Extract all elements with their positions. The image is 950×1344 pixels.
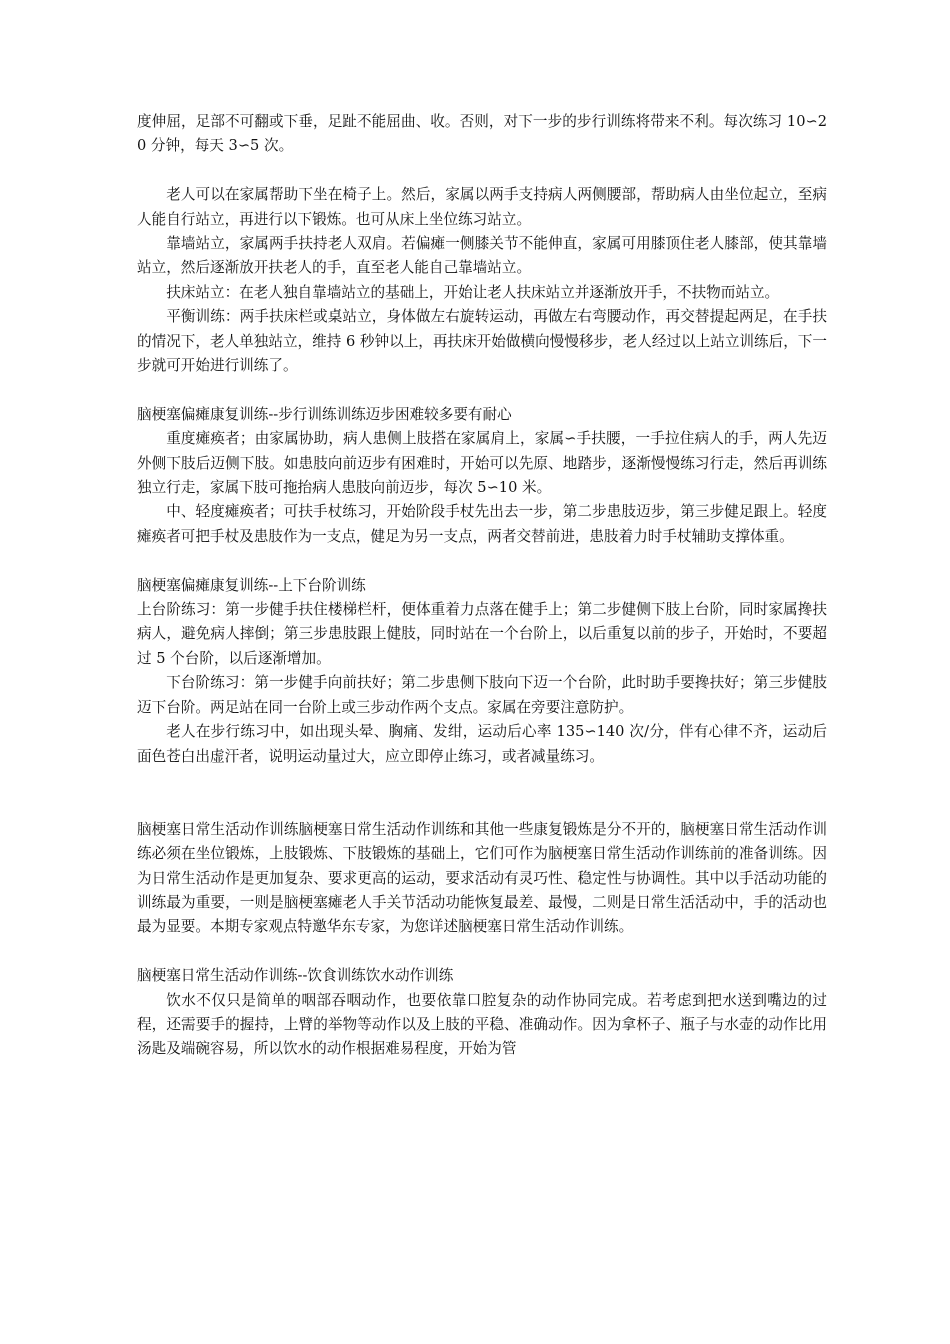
paragraph-10: 老人在步行练习中，如出现头晕、胸痛、发绀，运动后心率 135∽140 次/分，伴有心律不齐，运动后面色苍白出虚汗者，说明运动量过大，应立即停止练习，或者减量练习。 [137, 723, 827, 765]
section-heading-drinking: 脑梗塞日常生活动作训练--饮食训练饮水动作训练 [137, 967, 454, 985]
paragraph-2: 老人可以在家属帮助下坐在椅子上。然后，家属以两手支持病人两侧腰部，帮助病人由坐位起立，至病人能自行站立，再进行以下锻炼。也可从床上坐位练习站立。 [137, 186, 827, 228]
spacer [137, 378, 827, 402]
spacer [137, 769, 827, 818]
spacer [137, 549, 827, 573]
section-heading-stairs: 脑梗塞偏瘫康复训练--上下台阶训练 [137, 576, 366, 594]
paragraph-4: 扶床站立：在老人独自靠墙站立的基础上，开始让老人扶床站立并逐渐放开手，不扶物而站立。 [166, 283, 780, 301]
spacer [137, 940, 827, 964]
paragraph-8: 上台阶练习：第一步健手扶住楼梯栏杆，便体重着力点落在健手上；第二步健侧下肢上台阶，同时家属搀扶病人，避免病人摔倒；第三步患肢跟上健肢，同时站在一个台阶上，以后重复以前的步子，开始时，不要超过 5 个台阶，以后逐渐增加。 [137, 601, 827, 667]
paragraph-5: 平衡训练：两手扶床栏或桌站立，身体做左右旋转运动，再做左右弯腰动作，再交替提起两足，在手扶的情况下，老人单独站立，维持 6 秒钟以上，再扶床开始做横向慢慢移步，老人经过以上站立训练后，下一步就可开始进行训练了。 [137, 308, 827, 375]
paragraph-12: 饮水不仅只是简单的咽部吞咽动作，也要依靠口腔复杂的动作协同完成。若考虑到把水送到嘴边的过程，还需要手的握持，上臂的举物等动作以及上肢的平稳、准确动作。因为拿杯子、瓶子与水壶的动作比用汤匙及端碗容易，所以饮水的动作根据难易程度，开始为管 [137, 991, 827, 1058]
paragraph-11: 脑梗塞日常生活动作训练脑梗塞日常生活动作训练和其他一些康复锻炼是分不开的，脑梗塞日常生活动作训练必须在坐位锻炼，上肢锻炼、下肢锻炼的基础上，它们可作为脑梗塞日常生活动作训练前的准备训练。因为日常生活动作是更加复杂、要求更高的运动，要求活动有灵巧性、稳定性与协调性。其中以手活动功能的训练最为重要，一则是脑梗塞瘫老人手关节活动功能恢复最差、最慢，二则是日常生活活动中，手的活动也最为显要。本期专家观点特邀华东专家，为您详述脑梗塞日常生活动作训练。 [137, 820, 827, 936]
document-page [137, 110, 827, 1062]
paragraph-1: 度伸屈，足部不可翻或下垂，足趾不能屈曲、收。否则，对下一步的步行训练将带来不利。每次练习 10∽20 分钟，每天 3∽5 次。 [137, 113, 827, 155]
section-heading-walking: 脑梗塞偏瘫康复训练--步行训练训练迈步困难较多要有耐心 [137, 405, 512, 423]
spacer [137, 159, 827, 183]
paragraph-6: 重度瘫痪者；由家属协助，病人患侧上肢搭在家属肩上，家属∽手扶腰，一手拉住病人的手，两人先迈外侧下肢后迈侧下肢。如患肢向前迈步有困难时，开始可以先原、地踏步，逐渐慢慢练习行走，然后再训练独立行走，家属下肢可拖抬病人患肢向前迈步，每次 5∽10 米。 [137, 430, 827, 497]
paragraph-9: 下台阶练习：第一步健手向前扶好；第二步患侧下肢向下迈一个台阶，此时助手要搀扶好；第三步健肢迈下台阶。两足站在同一台阶上或三步动作两个支点。家属在旁要注意防护。 [137, 674, 827, 716]
paragraph-7: 中、轻度瘫痪者；可扶手杖练习，开始阶段手杖先出去一步，第二步患肢迈步，第三步健足跟上。轻度瘫痪者可把手杖及患肢作为一支点，健足为另一支点，两者交替前进，患肢着力时手杖辅助支撑体重。 [137, 503, 827, 545]
paragraph-3: 靠墙站立，家属两手扶持老人双肩。若偏瘫一侧膝关节不能伸直，家属可用膝顶住老人膝部，使其靠墙站立，然后逐渐放开扶老人的手，直至老人能自己靠墙站立。 [137, 235, 827, 277]
